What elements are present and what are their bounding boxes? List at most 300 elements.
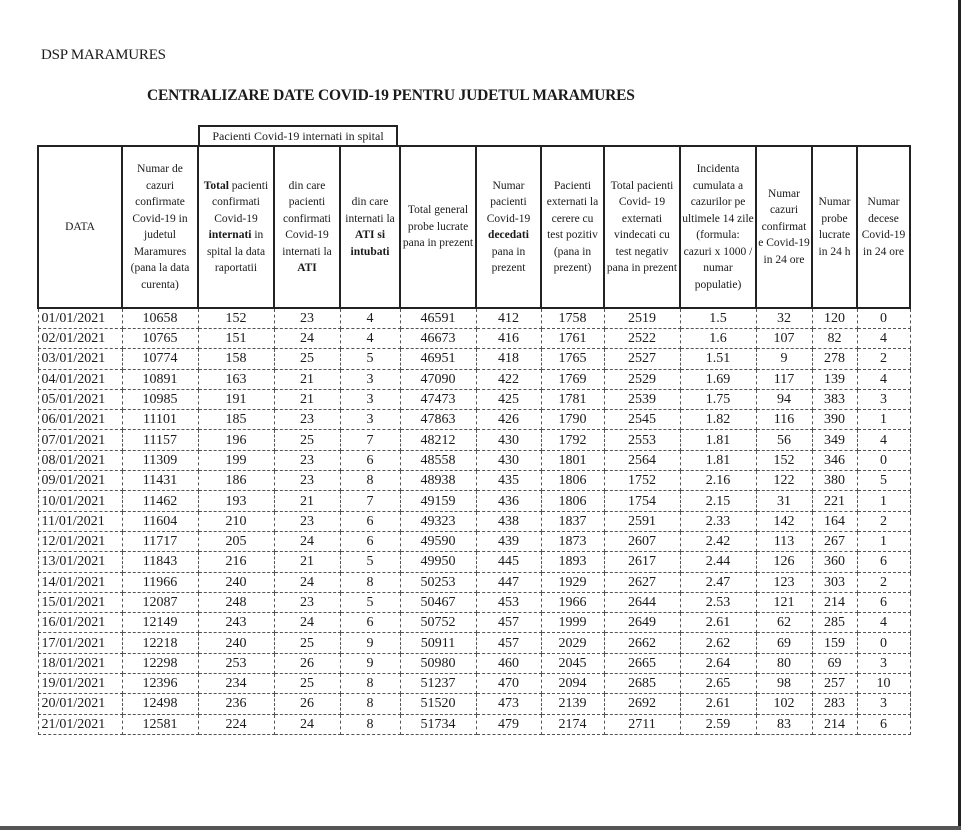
col-total-tests-cell: 47863 xyxy=(400,410,476,430)
col-hospitalized-total-cell: 191 xyxy=(198,389,274,409)
col-deaths-24h-cell: 2 xyxy=(857,572,910,592)
col-cases-24h-cell: 62 xyxy=(756,613,812,633)
table-row xyxy=(38,491,910,511)
col-hospitalized-total-cell: 152 xyxy=(198,308,274,329)
col-icu-intubated-cell: 6 xyxy=(340,511,400,531)
col-icu-intubated-cell: 3 xyxy=(340,369,400,389)
col-date-cell: 05/01/2021 xyxy=(38,389,122,409)
col-hospitalized-total-cell: 151 xyxy=(198,329,274,349)
col-icu-cell: 21 xyxy=(274,369,340,389)
table-row xyxy=(38,430,910,450)
col-total-tests-header xyxy=(400,146,476,308)
col-tests-24h-cell: 383 xyxy=(812,389,857,409)
col-date-cell: 18/01/2021 xyxy=(38,653,122,673)
header-text: Total xyxy=(203,179,229,192)
col-discharged-positive-cell: 1873 xyxy=(541,531,604,551)
col-date-cell: 16/01/2021 xyxy=(38,613,122,633)
col-date-cell: 09/01/2021 xyxy=(38,471,122,491)
col-deaths-24h-cell: 0 xyxy=(857,450,910,470)
col-icu-cell: 26 xyxy=(274,653,340,673)
header-text: decedati xyxy=(488,229,529,241)
col-tests-24h-cell: 303 xyxy=(812,572,857,592)
col-deceased-cell: 445 xyxy=(476,552,541,572)
col-hospitalized-total-cell: 199 xyxy=(198,450,274,470)
header-text: ATI xyxy=(297,262,317,274)
header-text: Numar decese Covid-19 in 24 ore xyxy=(861,196,906,258)
col-icu-cell: 24 xyxy=(274,572,340,592)
col-hospitalized-total-cell: 210 xyxy=(198,511,274,531)
col-hospitalized-total-cell: 243 xyxy=(198,613,274,633)
col-deceased-cell: 439 xyxy=(476,531,541,551)
col-cases-24h-cell: 142 xyxy=(756,511,812,531)
col-incidence-cell: 2.61 xyxy=(680,694,756,714)
col-hospitalized-total-cell: 186 xyxy=(198,471,274,491)
col-discharged-positive-cell: 1781 xyxy=(541,389,604,409)
col-deceased-cell: 457 xyxy=(476,633,541,653)
col-deceased-cell: 457 xyxy=(476,613,541,633)
col-discharged-positive-cell: 1966 xyxy=(541,592,604,612)
col-deaths-24h-cell: 5 xyxy=(857,471,910,491)
col-total-tests-cell: 46591 xyxy=(400,308,476,329)
col-cumulative-cases-cell: 11157 xyxy=(122,430,198,450)
col-cases-24h-cell: 122 xyxy=(756,471,812,491)
col-total-tests-cell: 51520 xyxy=(400,694,476,714)
col-cumulative-cases-header xyxy=(122,146,198,308)
col-icu-intubated-cell: 3 xyxy=(340,410,400,430)
col-incidence-cell: 1.69 xyxy=(680,369,756,389)
col-deceased-cell: 438 xyxy=(476,511,541,531)
col-icu-intubated-cell: 4 xyxy=(340,329,400,349)
col-deaths-24h-cell: 4 xyxy=(857,369,910,389)
col-icu-intubated-cell: 6 xyxy=(340,613,400,633)
col-incidence-cell: 2.16 xyxy=(680,471,756,491)
col-discharged-positive-cell: 1765 xyxy=(541,349,604,369)
col-icu-intubated-cell: 8 xyxy=(340,694,400,714)
col-incidence-cell: 2.47 xyxy=(680,572,756,592)
col-deaths-24h-cell: 6 xyxy=(857,552,910,572)
header-text: pacienti confirmati Covid-19 xyxy=(212,179,269,225)
col-date-cell: 10/01/2021 xyxy=(38,491,122,511)
col-hospitalized-total-cell: 205 xyxy=(198,531,274,551)
col-date-cell: 20/01/2021 xyxy=(38,694,122,714)
col-total-tests-cell: 46673 xyxy=(400,329,476,349)
col-cases-24h-cell: 31 xyxy=(756,491,812,511)
col-total-tests-cell: 47473 xyxy=(400,389,476,409)
col-total-tests-cell: 50980 xyxy=(400,653,476,673)
header-text: DATA xyxy=(65,220,95,233)
col-deaths-24h-cell: 0 xyxy=(857,308,910,329)
header-text: Numar de cazuri confirmate Covid-19 in judetul Maramures (pana la data curenta) xyxy=(130,163,190,291)
col-recovered-cell: 2591 xyxy=(604,511,680,531)
col-cases-24h-cell: 123 xyxy=(756,572,812,592)
col-hospitalized-total-cell: 163 xyxy=(198,369,274,389)
col-date-cell: 02/01/2021 xyxy=(38,329,122,349)
col-tests-24h-cell: 257 xyxy=(812,674,857,694)
col-deceased-cell: 416 xyxy=(476,329,541,349)
col-total-tests-cell: 50253 xyxy=(400,572,476,592)
col-icu-cell: 24 xyxy=(274,714,340,734)
col-icu-intubated-cell: 8 xyxy=(340,674,400,694)
col-deceased-cell: 426 xyxy=(476,410,541,430)
col-cumulative-cases-cell: 11604 xyxy=(122,511,198,531)
col-icu-cell: 25 xyxy=(274,349,340,369)
col-deaths-24h-cell: 6 xyxy=(857,714,910,734)
col-deaths-24h-cell: 4 xyxy=(857,613,910,633)
col-hospitalized-total-cell: 236 xyxy=(198,694,274,714)
col-deaths-24h-cell: 1 xyxy=(857,491,910,511)
col-cases-24h-cell: 94 xyxy=(756,389,812,409)
col-incidence-cell: 2.64 xyxy=(680,653,756,673)
col-incidence-cell: 1.75 xyxy=(680,389,756,409)
col-icu-intubated-cell: 8 xyxy=(340,471,400,491)
col-deceased-cell: 460 xyxy=(476,653,541,673)
col-date-cell: 19/01/2021 xyxy=(38,674,122,694)
col-date-cell: 04/01/2021 xyxy=(38,369,122,389)
col-deaths-24h-cell: 1 xyxy=(857,531,910,551)
col-icu-cell: 24 xyxy=(274,329,340,349)
col-deaths-24h-cell: 2 xyxy=(857,511,910,531)
table-row xyxy=(38,329,910,349)
col-deceased-cell: 425 xyxy=(476,389,541,409)
col-discharged-positive-cell: 1806 xyxy=(541,471,604,491)
col-date-cell: 13/01/2021 xyxy=(38,552,122,572)
col-icu-intubated-cell: 5 xyxy=(340,349,400,369)
col-date-cell: 06/01/2021 xyxy=(38,410,122,430)
header-text: Numar cazuri confirmat e Covid-19 in 24 ore xyxy=(758,187,810,266)
col-hospitalized-total-cell: 234 xyxy=(198,674,274,694)
col-icu-intubated-cell: 7 xyxy=(340,430,400,450)
col-total-tests-cell: 51734 xyxy=(400,714,476,734)
col-cumulative-cases-cell: 10774 xyxy=(122,349,198,369)
col-incidence-cell: 2.62 xyxy=(680,633,756,653)
col-deceased-cell: 479 xyxy=(476,714,541,734)
col-total-tests-cell: 50911 xyxy=(400,633,476,653)
organization-name: DSP MARAMURES xyxy=(41,47,166,63)
col-discharged-positive-header xyxy=(541,146,604,308)
col-tests-24h-cell: 380 xyxy=(812,471,857,491)
page-edge-bottom xyxy=(0,826,961,830)
col-date-cell: 12/01/2021 xyxy=(38,531,122,551)
col-deaths-24h-cell: 3 xyxy=(857,694,910,714)
col-tests-24h-cell: 214 xyxy=(812,714,857,734)
col-deceased-cell: 430 xyxy=(476,430,541,450)
col-recovered-header xyxy=(604,146,680,308)
col-hospitalized-total-cell: 158 xyxy=(198,349,274,369)
col-recovered-cell: 1752 xyxy=(604,471,680,491)
col-deaths-24h-cell: 3 xyxy=(857,389,910,409)
col-date-cell: 11/01/2021 xyxy=(38,511,122,531)
col-discharged-positive-cell: 1837 xyxy=(541,511,604,531)
col-discharged-positive-cell: 1806 xyxy=(541,491,604,511)
col-cumulative-cases-cell: 12498 xyxy=(122,694,198,714)
col-recovered-cell: 2539 xyxy=(604,389,680,409)
col-total-tests-cell: 48558 xyxy=(400,450,476,470)
col-cases-24h-cell: 113 xyxy=(756,531,812,551)
col-hospitalized-total-cell: 240 xyxy=(198,572,274,592)
col-tests-24h-cell: 278 xyxy=(812,349,857,369)
col-incidence-cell: 2.53 xyxy=(680,592,756,612)
col-deceased-header xyxy=(476,146,541,308)
col-deceased-cell: 436 xyxy=(476,491,541,511)
col-deaths-24h-cell: 4 xyxy=(857,430,910,450)
header-text: Incidenta cumulata a cazurilor pe ultimele 14 zile (formula: cazuri x 1000 / numar populatie) xyxy=(682,163,754,291)
table-row xyxy=(38,714,910,734)
col-discharged-positive-cell: 1769 xyxy=(541,369,604,389)
table-row xyxy=(38,450,910,470)
col-cumulative-cases-cell: 12298 xyxy=(122,653,198,673)
col-cases-24h-cell: 83 xyxy=(756,714,812,734)
col-icu-cell: 23 xyxy=(274,511,340,531)
col-discharged-positive-cell: 2029 xyxy=(541,633,604,653)
col-recovered-cell: 2519 xyxy=(604,308,680,329)
col-total-tests-cell: 51237 xyxy=(400,674,476,694)
col-recovered-cell: 2522 xyxy=(604,329,680,349)
col-icu-cell: 26 xyxy=(274,694,340,714)
col-cases-24h-cell: 152 xyxy=(756,450,812,470)
col-incidence-cell: 2.59 xyxy=(680,714,756,734)
table-row xyxy=(38,308,910,329)
col-incidence-cell: 2.42 xyxy=(680,531,756,551)
col-hospitalized-total-cell: 248 xyxy=(198,592,274,612)
col-total-tests-cell: 48938 xyxy=(400,471,476,491)
col-icu-cell: 23 xyxy=(274,308,340,329)
col-recovered-cell: 2685 xyxy=(604,674,680,694)
col-cases-24h-cell: 32 xyxy=(756,308,812,329)
col-cumulative-cases-cell: 12149 xyxy=(122,613,198,633)
col-cases-24h-cell: 98 xyxy=(756,674,812,694)
col-icu-intubated-cell: 9 xyxy=(340,633,400,653)
col-cases-24h-cell: 102 xyxy=(756,694,812,714)
col-deaths-24h-cell: 10 xyxy=(857,674,910,694)
col-icu-intubated-cell: 3 xyxy=(340,389,400,409)
table-row xyxy=(38,592,910,612)
col-hospitalized-total-cell: 240 xyxy=(198,633,274,653)
col-hospitalized-total-header xyxy=(198,146,274,308)
col-date-cell: 21/01/2021 xyxy=(38,714,122,734)
col-icu-intubated-cell: 8 xyxy=(340,572,400,592)
col-icu-cell: 25 xyxy=(274,633,340,653)
col-deceased-cell: 453 xyxy=(476,592,541,612)
col-icu-cell: 25 xyxy=(274,430,340,450)
col-cumulative-cases-cell: 11966 xyxy=(122,572,198,592)
col-incidence-cell: 1.5 xyxy=(680,308,756,329)
col-cumulative-cases-cell: 11431 xyxy=(122,471,198,491)
col-icu-cell: 24 xyxy=(274,613,340,633)
col-discharged-positive-cell: 1792 xyxy=(541,430,604,450)
col-tests-24h-cell: 159 xyxy=(812,633,857,653)
col-icu-cell: 21 xyxy=(274,491,340,511)
col-icu-intubated-cell: 6 xyxy=(340,450,400,470)
table-row xyxy=(38,674,910,694)
col-recovered-cell: 2617 xyxy=(604,552,680,572)
col-date-cell: 17/01/2021 xyxy=(38,633,122,653)
col-recovered-cell: 2627 xyxy=(604,572,680,592)
col-cases-24h-cell: 116 xyxy=(756,410,812,430)
col-cumulative-cases-cell: 10658 xyxy=(122,308,198,329)
col-cases-24h-cell: 80 xyxy=(756,653,812,673)
col-total-tests-cell: 49950 xyxy=(400,552,476,572)
col-incidence-cell: 1.81 xyxy=(680,450,756,470)
col-tests-24h-cell: 221 xyxy=(812,491,857,511)
col-tests-24h-cell: 283 xyxy=(812,694,857,714)
table-row xyxy=(38,633,910,653)
col-icu-intubated-cell: 7 xyxy=(340,491,400,511)
col-total-tests-cell: 49323 xyxy=(400,511,476,531)
col-hospitalized-total-cell: 216 xyxy=(198,552,274,572)
hospitalized-group-header: Pacienti Covid-19 internati in spital xyxy=(198,125,398,145)
col-deaths-24h-cell: 0 xyxy=(857,633,910,653)
col-date-cell: 08/01/2021 xyxy=(38,450,122,470)
col-tests-24h-cell: 164 xyxy=(812,511,857,531)
col-recovered-cell: 2545 xyxy=(604,410,680,430)
col-tests-24h-header xyxy=(812,146,857,308)
col-cumulative-cases-cell: 12218 xyxy=(122,633,198,653)
col-recovered-cell: 1754 xyxy=(604,491,680,511)
col-cases-24h-cell: 107 xyxy=(756,329,812,349)
col-total-tests-cell: 49159 xyxy=(400,491,476,511)
col-incidence-cell: 2.61 xyxy=(680,613,756,633)
col-date-cell: 03/01/2021 xyxy=(38,349,122,369)
table-row xyxy=(38,511,910,531)
col-deaths-24h-cell: 6 xyxy=(857,592,910,612)
col-recovered-cell: 2607 xyxy=(604,531,680,551)
col-date-cell: 15/01/2021 xyxy=(38,592,122,612)
col-discharged-positive-cell: 2139 xyxy=(541,694,604,714)
header-text: Numar probe lucrate in 24 h xyxy=(818,196,851,258)
col-cumulative-cases-cell: 12581 xyxy=(122,714,198,734)
col-incidence-cell: 2.33 xyxy=(680,511,756,531)
col-icu-intubated-header xyxy=(340,146,400,308)
col-discharged-positive-cell: 2045 xyxy=(541,653,604,673)
col-discharged-positive-cell: 1999 xyxy=(541,613,604,633)
col-cases-24h-cell: 117 xyxy=(756,369,812,389)
col-icu-intubated-cell: 4 xyxy=(340,308,400,329)
table-row xyxy=(38,694,910,714)
table-header-row xyxy=(38,146,910,308)
table-row xyxy=(38,572,910,592)
col-deaths-24h-cell: 4 xyxy=(857,329,910,349)
header-text: din care pacienti confirmati Covid-19 internati la xyxy=(282,179,332,258)
col-tests-24h-cell: 82 xyxy=(812,329,857,349)
col-cases-24h-cell: 56 xyxy=(756,430,812,450)
header-text: Total general probe lucrate pana in prezent xyxy=(402,204,474,250)
table-row xyxy=(38,389,910,409)
col-cases-24h-header xyxy=(756,146,812,308)
col-deceased-cell: 418 xyxy=(476,349,541,369)
header-text: Numar pacienti Covid-19 xyxy=(486,179,531,225)
col-tests-24h-cell: 285 xyxy=(812,613,857,633)
col-cases-24h-cell: 126 xyxy=(756,552,812,572)
col-hospitalized-total-cell: 185 xyxy=(198,410,274,430)
col-date-cell: 14/01/2021 xyxy=(38,572,122,592)
col-incidence-cell: 1.81 xyxy=(680,430,756,450)
table-row xyxy=(38,552,910,572)
col-cumulative-cases-cell: 12396 xyxy=(122,674,198,694)
col-icu-intubated-cell: 8 xyxy=(340,714,400,734)
col-tests-24h-cell: 360 xyxy=(812,552,857,572)
col-icu-cell: 25 xyxy=(274,674,340,694)
table-row xyxy=(38,531,910,551)
col-icu-cell: 23 xyxy=(274,410,340,430)
col-cases-24h-cell: 69 xyxy=(756,633,812,653)
col-tests-24h-cell: 390 xyxy=(812,410,857,430)
col-deaths-24h-header xyxy=(857,146,910,308)
col-tests-24h-cell: 349 xyxy=(812,430,857,450)
col-cases-24h-cell: 121 xyxy=(756,592,812,612)
col-total-tests-cell: 46951 xyxy=(400,349,476,369)
col-deceased-cell: 435 xyxy=(476,471,541,491)
header-text: ATI si intubati xyxy=(350,229,390,258)
col-deaths-24h-cell: 3 xyxy=(857,653,910,673)
header-text: Total pacienti Covid- 19 externati vindecati cu test negativ pana in prezent xyxy=(606,179,678,274)
table-row xyxy=(38,653,910,673)
col-discharged-positive-cell: 1929 xyxy=(541,572,604,592)
col-incidence-cell: 2.44 xyxy=(680,552,756,572)
col-date-header xyxy=(38,146,122,308)
table-row xyxy=(38,613,910,633)
col-icu-cell: 21 xyxy=(274,389,340,409)
table-row xyxy=(38,349,910,369)
col-cumulative-cases-cell: 12087 xyxy=(122,592,198,612)
col-discharged-positive-cell: 1758 xyxy=(541,308,604,329)
col-hospitalized-total-cell: 253 xyxy=(198,653,274,673)
col-cases-24h-cell: 9 xyxy=(756,349,812,369)
table-row xyxy=(38,369,910,389)
col-deceased-cell: 473 xyxy=(476,694,541,714)
col-recovered-cell: 2529 xyxy=(604,369,680,389)
col-icu-intubated-cell: 9 xyxy=(340,653,400,673)
col-icu-intubated-cell: 5 xyxy=(340,592,400,612)
col-recovered-cell: 2644 xyxy=(604,592,680,612)
col-icu-cell: 23 xyxy=(274,592,340,612)
table-body xyxy=(38,308,910,734)
col-cumulative-cases-cell: 11717 xyxy=(122,531,198,551)
col-recovered-cell: 2564 xyxy=(604,450,680,470)
col-icu-intubated-cell: 5 xyxy=(340,552,400,572)
header-text: pana in prezent xyxy=(491,245,526,274)
col-tests-24h-cell: 346 xyxy=(812,450,857,470)
col-deceased-cell: 447 xyxy=(476,572,541,592)
col-recovered-cell: 2665 xyxy=(604,653,680,673)
col-incidence-cell: 1.82 xyxy=(680,410,756,430)
col-deceased-cell: 412 xyxy=(476,308,541,329)
table-row xyxy=(38,410,910,430)
col-total-tests-cell: 48212 xyxy=(400,430,476,450)
header-text: in spital la data raportatii xyxy=(206,229,266,274)
col-icu-cell: 23 xyxy=(274,471,340,491)
header-text: din care internati la xyxy=(345,196,395,225)
col-cumulative-cases-cell: 11843 xyxy=(122,552,198,572)
col-tests-24h-cell: 214 xyxy=(812,592,857,612)
table-row xyxy=(38,471,910,491)
col-incidence-cell: 2.65 xyxy=(680,674,756,694)
col-incidence-cell: 2.15 xyxy=(680,491,756,511)
header-text: Pacienti externati la cerere cu test pozitiv (pana in prezent) xyxy=(546,179,599,274)
header-text: internati xyxy=(208,229,252,241)
col-icu-cell: 23 xyxy=(274,450,340,470)
col-discharged-positive-cell: 1893 xyxy=(541,552,604,572)
col-total-tests-cell: 50752 xyxy=(400,613,476,633)
col-deaths-24h-cell: 1 xyxy=(857,410,910,430)
col-recovered-cell: 2527 xyxy=(604,349,680,369)
col-tests-24h-cell: 69 xyxy=(812,653,857,673)
col-total-tests-cell: 49590 xyxy=(400,531,476,551)
col-icu-cell: 24 xyxy=(274,531,340,551)
col-tests-24h-cell: 120 xyxy=(812,308,857,329)
col-cumulative-cases-cell: 10765 xyxy=(122,329,198,349)
covid-data-table xyxy=(37,145,911,735)
col-date-cell: 01/01/2021 xyxy=(38,308,122,329)
